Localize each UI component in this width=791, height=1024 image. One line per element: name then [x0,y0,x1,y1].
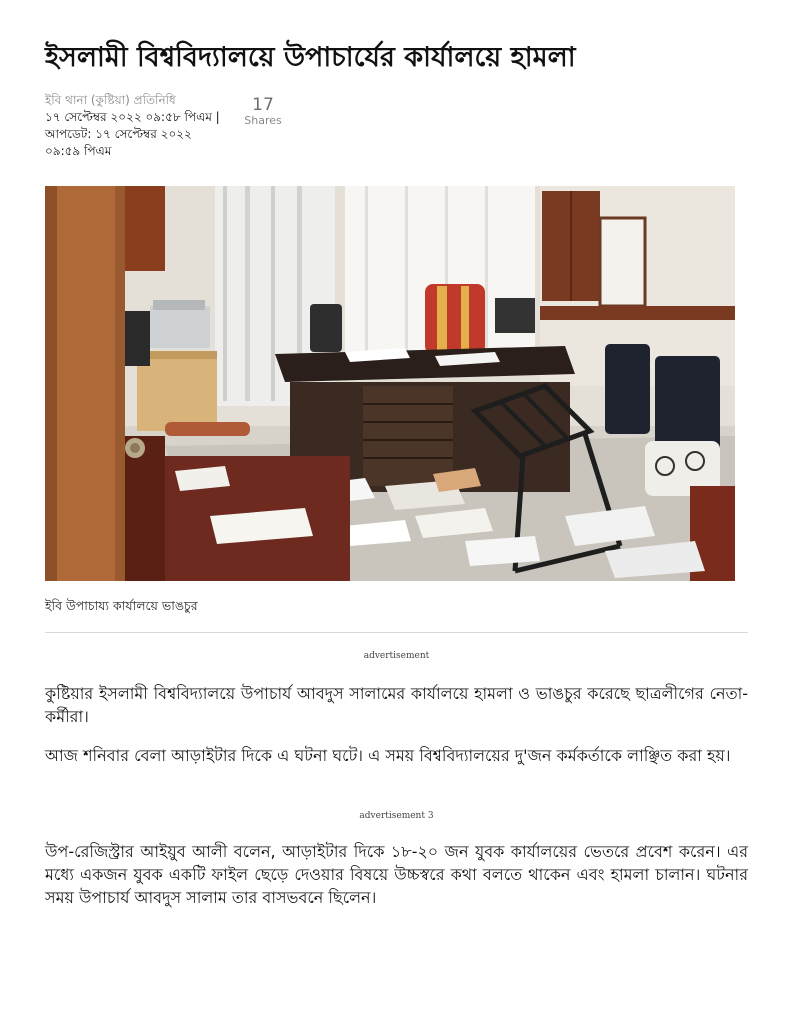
article-paragraph-2: আজ শনিবার বেলা আড়াইটার দিকে এ ঘটনা ঘটে। এ সময় বিশ্ববিদ্যালয়ের দু'জন কর্মকর্তাকে লাঞ্ছিত করা হয়। [45,746,731,765]
article-paragraph-1: কুষ্টিয়ার ইসলামী বিশ্ববিদ্যালয়ে উপাচার্য আবদুস সালামের কার্যালয়ে হামলা ও ভাঙচুর করেছে ছাত্রলীগের নেতা-কর্মীরা। [45,684,748,726]
advertisement-label: advertisement [363,651,430,661]
share-counter[interactable] [241,95,285,127]
share-label: Shares [244,114,282,127]
divider [45,632,748,633]
article-meta [45,92,245,160]
article-headline: ইসলামী বিশ্ববিদ্যালয়ে উপাচার্যের কার্যালয়ে হামলা [45,42,576,73]
article-dateline: ১৭ সেপ্টেম্বর ২০২২ ০৯:৫৮ পিএম | আপডেট: ১৭ সেপ্টেম্বর ২০২২ ০৯:৫৯ পিএম [45,110,220,158]
share-count: 17 [252,95,274,115]
advertisement-3-label: advertisement 3 [359,811,434,821]
photo-caption: ইবি উপাচায্য কার্যালয়ে ভাঙচুর [45,598,198,613]
office-vandalism-photo [45,186,735,581]
article-photo[interactable] [45,186,735,581]
article-byline[interactable]: ইবি থানা (কুষ্টিয়া) প্রতিনিধি [45,93,176,107]
article-paragraph-3: উপ-রেজিস্ট্রার আইয়ুব আলী বলেন, আড়াইটার দিকে ১৮-২০ জন যুবক কার্যালয়ের ভেতরে প্রবেশ করেন। এর মধ্যে একজন যুবক একটি ফাইল ছেড়ে দেওয়ার বিষয়ে উচ্চস্বরে কথা বলতে থাকেন এবং হামলা চালান। ঘটনার সময় উপাচার্য আবদুস সালাম তার বাসভবনে ছিলেন। [45,842,748,907]
